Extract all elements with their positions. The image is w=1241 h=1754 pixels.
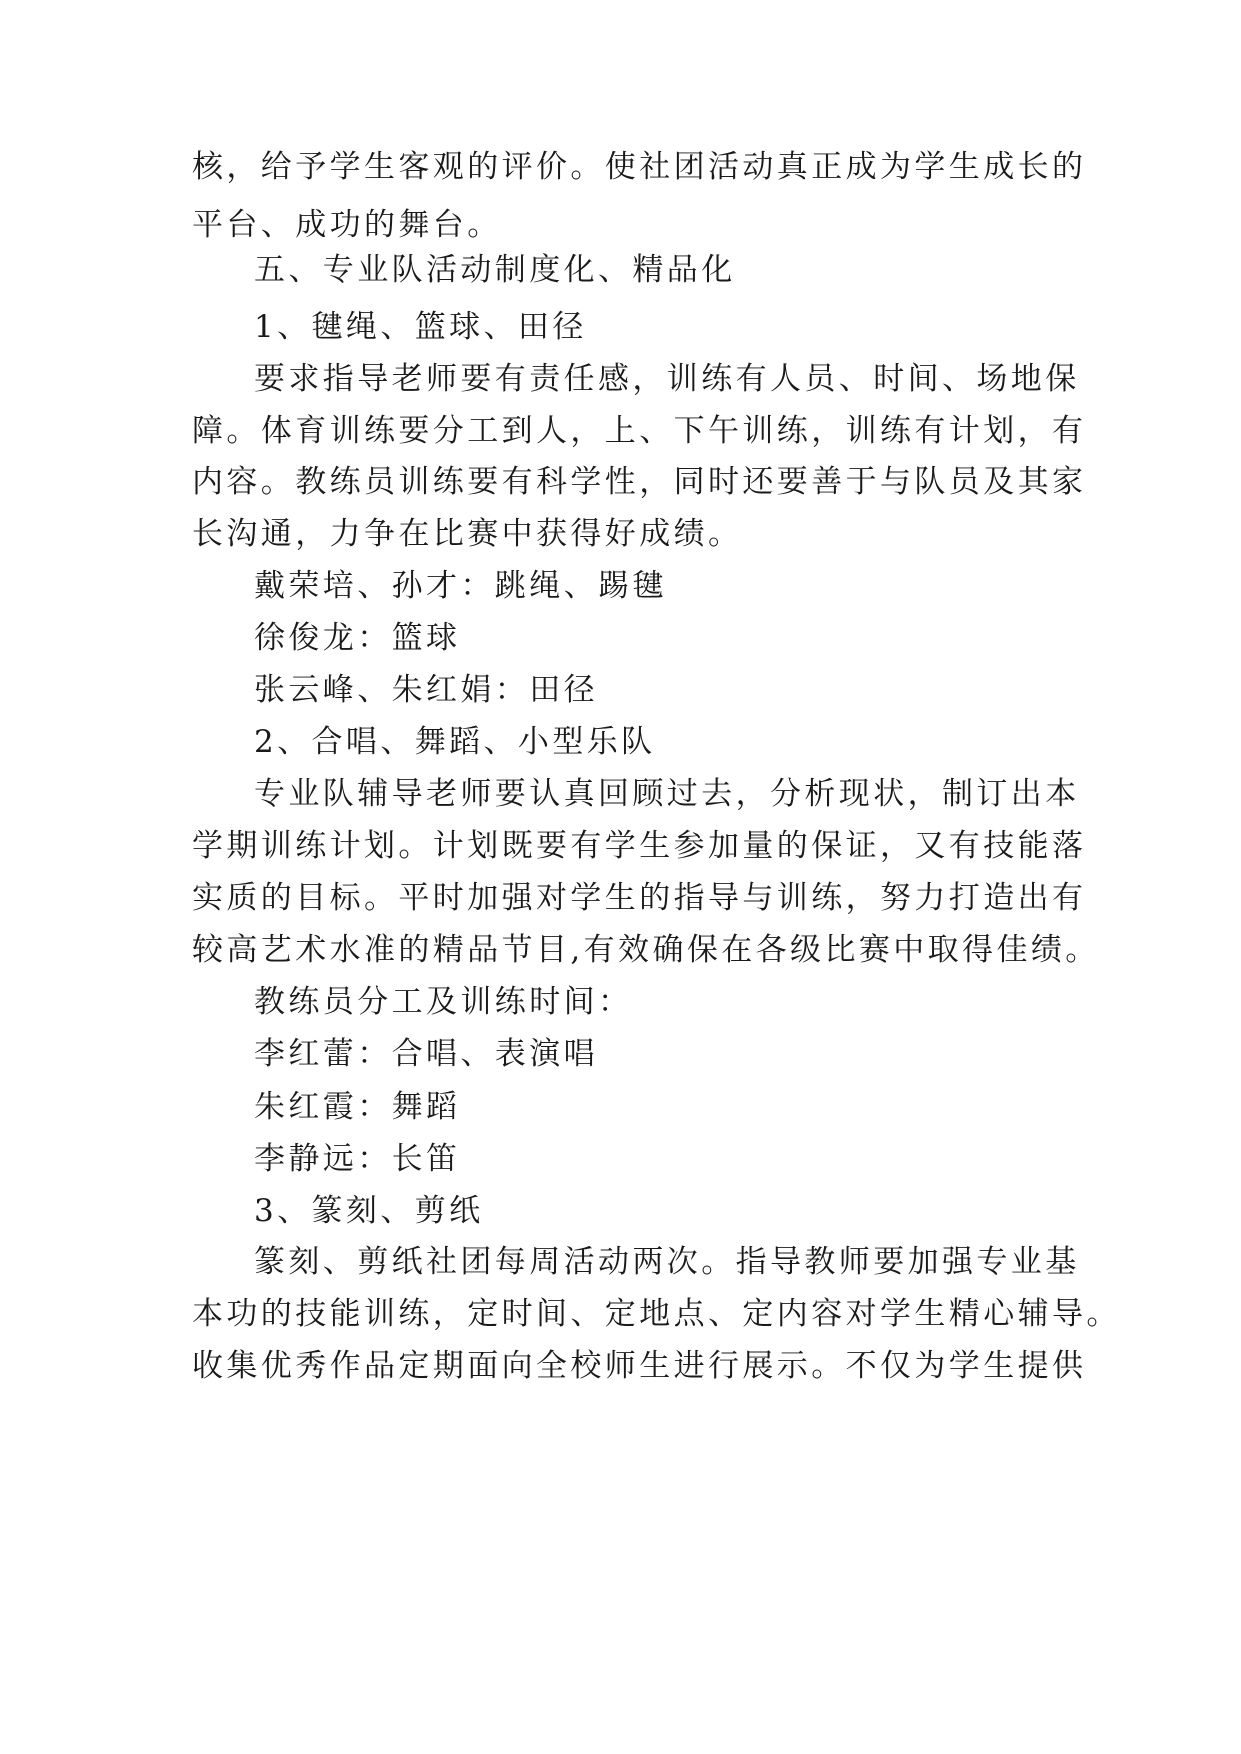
list-item: 朱红霞：舞蹈 — [254, 1089, 461, 1125]
subsection-heading: 3、篆刻、剪纸 — [254, 1193, 484, 1229]
body-text-line: 收集优秀作品定期面向全校师生进行展示。不仅为学生提供 — [192, 1348, 1087, 1384]
list-item: 李静远：长笛 — [254, 1141, 461, 1177]
body-text-line: 教练员分工及训练时间： — [254, 984, 633, 1020]
body-text-line: 学期训练计划。计划既要有学生参加量的保证，又有技能落 — [192, 828, 1087, 864]
list-item: 张云峰、朱红娟：田径 — [254, 672, 598, 708]
body-text-line: 核，给予学生客观的评价。使社团活动真正成为学生成长的 — [192, 149, 1087, 185]
subsection-heading: 1、毽绳、篮球、田径 — [254, 309, 587, 345]
list-item: 徐俊龙：篮球 — [254, 620, 461, 656]
body-text-line: 本功的技能训练，定时间、定地点、定内容对学生精心辅导。 — [192, 1296, 1121, 1332]
body-text-line: 专业队辅导老师要认真回顾过去，分析现状，制订出本 — [254, 776, 1080, 812]
body-text-line: 较高艺术水准的精品节目,有效确保在各级比赛中取得佳绩。 — [192, 932, 1100, 968]
body-text-line: 篆刻、剪纸社团每周活动两次。指导教师要加强专业基 — [254, 1244, 1080, 1280]
body-text-line: 平台、成功的舞台。 — [192, 207, 502, 243]
body-text-line: 障。体育训练要分工到人，上、下午训练，训练有计划，有 — [192, 413, 1087, 449]
list-item: 李红蕾：合唱、表演唱 — [254, 1036, 598, 1072]
body-text-line: 要求指导老师要有责任感，训练有人员、时间、场地保 — [254, 361, 1080, 397]
body-text-line: 实质的目标。平时加强对学生的指导与训练，努力打造出有 — [192, 880, 1087, 916]
body-text-line: 内容。教练员训练要有科学性，同时还要善于与队员及其家 — [192, 464, 1087, 500]
list-item: 戴荣培、孙才：跳绳、踢毽 — [254, 568, 667, 604]
body-text-line: 长沟通，力争在比赛中获得好成绩。 — [192, 516, 743, 552]
subsection-heading: 2、合唱、舞蹈、小型乐队 — [254, 724, 656, 760]
section-heading: 五、专业队活动制度化、精品化 — [254, 252, 736, 288]
